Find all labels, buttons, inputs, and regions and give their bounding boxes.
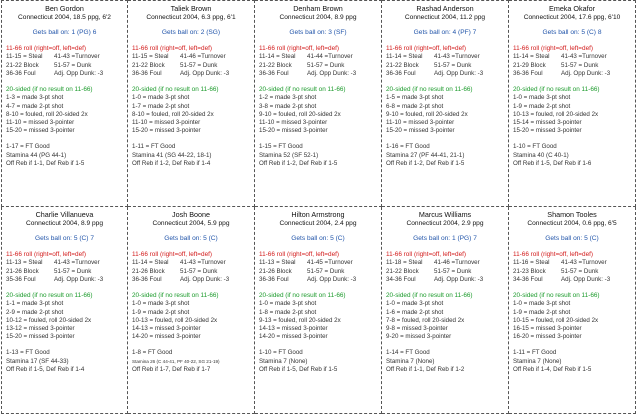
rebound: Off Reb if 1-5, Def Reb if 1-6 (513, 159, 592, 167)
free-throw: 1-16 = FT Good (386, 143, 430, 151)
roll-row: 11-14 = Steal 41-43 =Turnover (132, 259, 226, 267)
d20-row: 11-10 = missed 3-pointer (386, 119, 455, 127)
stamina: Stamina 7 (None) (259, 357, 308, 365)
player-name: Josh Boone (172, 210, 210, 219)
d20-row: 15-20 = missed 3-pointer (6, 333, 75, 341)
roll-row: 11-14 = Steal 41-43 =Turnover (513, 53, 607, 61)
card-sheet (1, 0, 637, 414)
d20-header: 20-sided (if no result on 11-66) (513, 86, 600, 94)
rebound: Off Reb if 1-4, Def Reb if 1-5 (513, 365, 592, 373)
d20-row: 8-10 = fouled, roll 20-sided 2x (6, 110, 88, 118)
d20-header: 20-sided (if no result on 11-66) (259, 292, 346, 300)
roll-row: 21-26 Block 51-57 = Dunk (259, 267, 345, 275)
free-throw: 1-17 = FT Good (6, 143, 50, 151)
d20-row: 10-15 = fouled, roll 20-sided 2x (513, 316, 599, 324)
d20-row: 9-10 = fouled, roll 20-sided 2x (259, 110, 341, 118)
roll-row: 36-36 Foul Adj. Opp Dunk: -3 (259, 69, 357, 77)
player-card (1, 207, 128, 414)
roll-header: 11-66 roll (right=off, left=def) (6, 45, 87, 52)
roll-row: 36-36 Foul Adj. Opp Dunk: -3 (259, 275, 357, 283)
player-card (382, 207, 509, 414)
stamina: Stamina 52 (SF 52-1) (259, 151, 319, 159)
player-name: Emeka Okafor (549, 4, 595, 13)
player-season: Connecticut 2004, 2.9 ppg (406, 220, 484, 227)
d20-row: 1-0 = made 3-pt shot (513, 94, 571, 102)
rebound: Off Reb if 1-2, Def Reb if 1-5 (386, 159, 465, 167)
d20-header: 20-sided (if no result on 11-66) (132, 86, 219, 94)
d20-row: 1-9 = made 2-pt shot (132, 308, 190, 316)
player-season: Connecticut 2004, 2.4 ppg (279, 220, 357, 227)
player-season: Connecticut 2004, 18.5 ppg, 6'2 (18, 14, 111, 21)
d20-row: 1-0 = made 3-pt shot (386, 300, 444, 308)
d20-row: 9-10 = fouled, roll 20-sided 2x (386, 110, 468, 118)
d20-row: 1-8 = made 2-pt shot (259, 308, 317, 316)
d20-row: 11-10 = missed 3-pointer (259, 119, 328, 127)
d20-row: 11-10 = missed 3-pointer (132, 119, 201, 127)
roll-header: 11-66 roll (right=off, left=def) (132, 45, 213, 52)
roll-row: 36-36 Foul Adj. Opp Dunk: -3 (132, 275, 230, 283)
d20-row: 14-13 = missed 3-pointer (259, 325, 328, 333)
d20-row: 15-14 = missed 3-pointer (513, 119, 582, 127)
d20-header: 20-sided (if no result on 11-66) (6, 292, 93, 300)
d20-row: 15-20 = missed 3-pointer (513, 127, 582, 135)
player-name: Taliek Brown (170, 4, 212, 13)
roll-row: 11-18 = Steal 41-46 =Turnover (386, 259, 480, 267)
player-card (382, 0, 509, 207)
d20-row: 4-7 = made 2-pt shot (6, 102, 64, 110)
roll-row: 21-26 Block 51-57 = Dunk (132, 267, 218, 275)
gets-ball-on: Gets ball on: 5 (C) 7 (34, 235, 94, 242)
free-throw: 1-15 = FT Good (259, 143, 303, 151)
player-name: Ben Gordon (45, 4, 84, 13)
d20-row: 3-8 = made 2-pt shot (259, 102, 317, 110)
d20-row: 1-1 = made 3-pt shot (6, 300, 64, 308)
d20-header: 20-sided (if no result on 11-66) (132, 292, 219, 300)
roll-row: 36-36 Foul Adj. Opp Dunk: -3 (386, 69, 484, 77)
roll-row: 11-15 = Steal 41-46 =Turnover (132, 53, 226, 61)
d20-row: 1-9 = made 2-pt shot (513, 308, 571, 316)
roll-header: 11-66 roll (right=off, left=def) (386, 45, 467, 52)
roll-row: 11-13 = Steal 41-43 =Turnover (6, 259, 100, 267)
roll-header: 11-66 roll (right=off, left=def) (6, 251, 87, 258)
d20-row: 10-12 = fouled, roll 20-sided 2x (6, 316, 92, 324)
d20-row: 16-20 = missed 3-pointer (513, 333, 582, 341)
stamina: Stamina 40 (C 40-1) (513, 151, 569, 159)
gets-ball-on: Gets ball on: 1 (PG) 6 (32, 29, 97, 36)
roll-row: 21-23 Block 51-57 = Dunk (513, 267, 599, 275)
d20-row: 15-20 = missed 3-pointer (6, 127, 75, 135)
d20-row: 6-8 = made 2-pt shot (386, 102, 444, 110)
free-throw: 1-10 = FT Good (259, 349, 303, 357)
d20-row: 14-13 = missed 3-pointer (132, 325, 201, 333)
roll-row: 21-26 Block 51-57 = Dunk (6, 267, 92, 275)
d20-row: 15-20 = missed 3-pointer (259, 127, 328, 135)
free-throw: 1-11 = FT Good (132, 143, 176, 151)
d20-row: 1-3 = made 3-pt shot (6, 94, 64, 102)
d20-row: 11-10 = missed 3-pointer (6, 119, 75, 127)
gets-ball-on: Gets ball on: 3 (SF) (289, 29, 347, 36)
player-season: Connecticut 2004, 17.6 ppg, 6'10 (523, 14, 621, 21)
d20-row: 1-0 = made 3-pt shot (259, 300, 317, 308)
stamina: Stamina 26 (C 44-41, PF 40-22, SG 21-19) (132, 358, 220, 364)
d20-row: 1-5 = made 3-pt shot (386, 94, 444, 102)
d20-row: 1-9 = made 2-pt shot (513, 102, 571, 110)
player-season: Connecticut 2004, 11.2 ppg (404, 14, 486, 21)
player-name: Marcus Williams (418, 210, 472, 219)
stamina: Stamina 17 (SF 44-33) (6, 357, 69, 365)
player-card (128, 207, 255, 414)
roll-row: 36-36 Foul Adj. Opp Dunk: -3 (6, 69, 104, 77)
stamina: Stamina 27 (PF 44-41, 21-1) (386, 151, 465, 159)
player-card (255, 0, 382, 207)
player-name: Shamon Tooles (547, 210, 597, 219)
gets-ball-on: Gets ball on: 4 (PF) 7 (413, 29, 477, 36)
d20-header: 20-sided (if no result on 11-66) (386, 292, 473, 300)
player-season: Connecticut 2004, 5.9 ppg (152, 220, 230, 227)
player-name: Rashad Anderson (416, 4, 474, 13)
roll-row: 11-13 = Steal 41-45 =Turnover (259, 259, 353, 267)
roll-row: 36-36 Foul Adj. Opp Dunk: -3 (513, 69, 611, 77)
rebound: Off Reb if 1-7, Def Reb if 1-7 (132, 365, 211, 373)
free-throw: 1-10 = FT Good (513, 143, 557, 151)
gets-ball-on: Gets ball on: 5 (C) (545, 235, 599, 242)
d20-row: 1-7 = made 2-pt shot (132, 102, 190, 110)
d20-row: 1-6 = made 2-pt shot (386, 308, 444, 316)
d20-row: 14-20 = missed 3-pointer (259, 333, 328, 341)
player-season: Connecticut 2004, 8.9 ppg (279, 14, 357, 21)
gets-ball-on: Gets ball on: 2 (SG) (161, 29, 221, 36)
player-name: Denham Brown (293, 4, 343, 13)
rebound: Off Reb if 1-2, Def Reb if 1-4 (132, 159, 211, 167)
roll-row: 36-36 Foul Adj. Opp Dunk: -3 (132, 69, 230, 77)
player-card (128, 0, 255, 207)
d20-header: 20-sided (if no result on 11-66) (6, 86, 93, 94)
player-season: Connecticut 2004, 6.3 ppg, 6'1 (146, 14, 236, 21)
free-throw: 1-8 = FT Good (132, 349, 173, 357)
free-throw: 1-11 = FT Good (513, 349, 557, 357)
stamina: Stamina 7 (None) (513, 357, 562, 365)
roll-row: 21-22 Block 51-57 = Dunk (6, 61, 92, 69)
d20-row: 2-9 = made 2-pt shot (6, 308, 64, 316)
roll-header: 11-66 roll (right=off, left=def) (259, 251, 340, 258)
player-season: Connecticut 2004, 0.6 ppg, 6'5 (527, 220, 617, 227)
free-throw: 1-14 = FT Good (386, 349, 430, 357)
gets-ball-on: Gets ball on: 5 (C) 8 (542, 29, 602, 36)
player-card (1, 0, 128, 207)
card-row-1 (1, 0, 637, 207)
rebound: Off Reb if 1-2, Def Reb if 1-5 (259, 159, 338, 167)
d20-row: 15-20 = missed 3-pointer (132, 127, 201, 135)
roll-row: 34-36 Foul Adj. Opp Dunk: -3 (386, 275, 484, 283)
card-row-2 (1, 207, 637, 414)
d20-row: 9-13 = fouled, roll 20-sided 2x (259, 316, 341, 324)
rebound: Off Reb if 1-1, Def Reb if 1-2 (386, 365, 465, 373)
d20-row: 14-20 = missed 3-pointer (132, 333, 201, 341)
roll-row: 11-15 = Steal 41-43 =Turnover (6, 53, 100, 61)
d20-row: 1-0 = made 3-pt shot (132, 94, 190, 102)
gets-ball-on: Gets ball on: 5 (C) (164, 235, 218, 242)
player-card (509, 0, 636, 207)
roll-row: 21-29 Block 51-57 = Dunk (513, 61, 599, 69)
d20-header: 20-sided (if no result on 11-66) (513, 292, 600, 300)
player-name: Charlie Villanueva (35, 210, 94, 219)
d20-row: 10-13 = fouled, roll 20-sided 2x (513, 110, 599, 118)
gets-ball-on: Gets ball on: 1 (PG) 7 (413, 235, 477, 242)
d20-row: 1-2 = made 3-pt shot (259, 94, 317, 102)
roll-row: 11-14 = Steal 41-43 =Turnover (386, 53, 480, 61)
roll-header: 11-66 roll (right=off, left=def) (259, 45, 340, 52)
player-card (255, 207, 382, 414)
roll-row: 21-22 Block 51-57 = Dunk (386, 61, 472, 69)
roll-row: 11-16 = Steal 41-43 =Turnover (513, 259, 607, 267)
d20-row: 13-12 = missed 3-pointer (6, 325, 75, 333)
d20-row: 9-20 = missed 3-pointer (386, 333, 452, 341)
player-name: Hilton Armstrong (291, 210, 345, 219)
d20-row: 7-8 = fouled, roll 20-sided 2x (386, 316, 465, 324)
stamina: Stamina 7 (None) (386, 357, 435, 365)
roll-header: 11-66 roll (right=off, left=def) (513, 45, 594, 52)
d20-row: 1-0 = made 3-pt shot (132, 300, 190, 308)
d20-header: 20-sided (if no result on 11-66) (259, 86, 346, 94)
d20-row: 10-13 = fouled, roll 20-sided 2x (132, 316, 218, 324)
d20-row: 9-8 = missed 3-pointer (386, 325, 448, 333)
rebound: Off Reb if 1-5, Def Reb if 1-4 (6, 365, 85, 373)
player-card (509, 207, 636, 414)
d20-header: 20-sided (if no result on 11-66) (386, 86, 473, 94)
rebound: Off Reb if 1-1, Def Reb if 1-5 (6, 159, 85, 167)
rebound: Off Reb if 1-5, Def Reb if 1-5 (259, 365, 338, 373)
roll-row: 34-36 Foul Adj. Opp Dunk: -3 (513, 275, 611, 283)
d20-row: 8-10 = fouled, roll 20-sided 2x (132, 110, 214, 118)
roll-row: 11-14 = Steal 41-44 =Turnover (259, 53, 353, 61)
roll-row: 21-22 Block 51-57 = Dunk (132, 61, 218, 69)
d20-row: 15-20 = missed 3-pointer (386, 127, 455, 135)
player-season: Connecticut 2004, 8.9 ppg (26, 220, 103, 227)
free-throw: 1-13 = FT Good (6, 349, 50, 357)
d20-row: 16-15 = missed 3-pointer (513, 325, 582, 333)
roll-header: 11-66 roll (right=off, left=def) (513, 251, 594, 258)
roll-row: 35-36 Foul Adj. Opp Dunk: -3 (6, 275, 104, 283)
gets-ball-on: Gets ball on: 5 (C) (291, 235, 345, 242)
roll-header: 11-66 roll (right=off, left=def) (386, 251, 467, 258)
d20-row: 1-0 = made 3-pt shot (513, 300, 571, 308)
stamina: Stamina 41 (SG 44-22, 18-1) (132, 151, 212, 159)
roll-row: 21-22 Block 51-57 = Dunk (386, 267, 472, 275)
roll-header: 11-66 roll (right=off, left=def) (132, 251, 213, 258)
stamina: Stamina 44 (PG 44-1) (6, 151, 67, 159)
roll-row: 21-22 Block 51-57 = Dunk (259, 61, 345, 69)
